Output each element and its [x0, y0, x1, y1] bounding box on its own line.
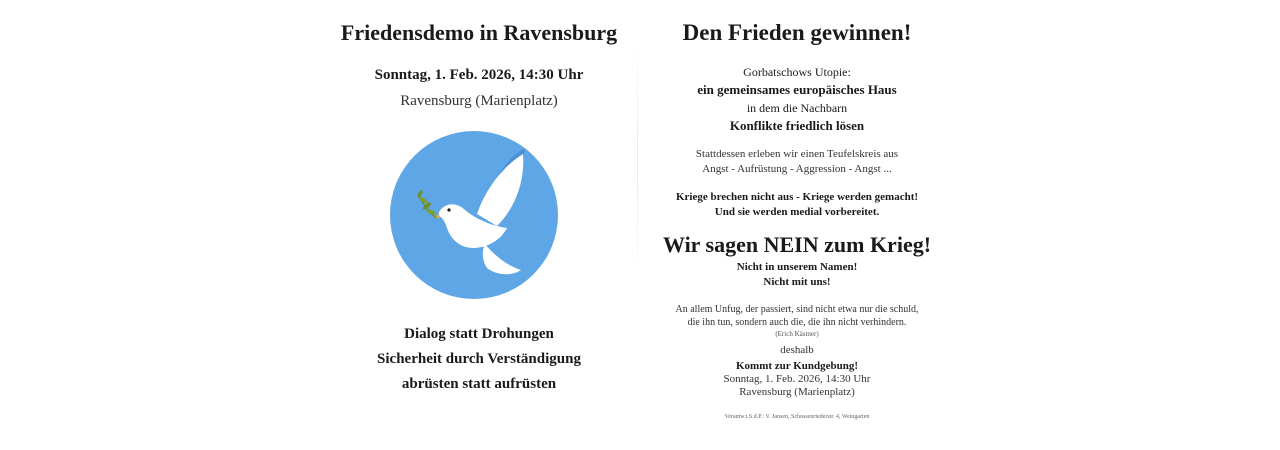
- slogan-item: abrüsten statt aufrüsten: [401, 376, 557, 392]
- flyer-right-page: [638, 0, 956, 450]
- right-title: Den Frieden gewinnen!: [682, 20, 912, 45]
- quote-line: die ihn tun, sondern auch die, die ihn nicht verhindern.: [687, 317, 907, 328]
- call-place: Ravensburg (Marienplatz): [739, 386, 855, 398]
- demo-title: Friedensdemo in Ravensburg: [340, 20, 618, 45]
- wars-block: [638, 190, 956, 220]
- quote-block: [638, 303, 956, 339]
- dove-with-olive-branch-icon: [389, 130, 559, 300]
- slogan-item: Sicherheit durch Verständigung: [377, 351, 581, 367]
- dove-eye: [447, 208, 450, 211]
- utopia-line: Gorbatschows Utopie:: [743, 65, 851, 79]
- slogan-list: [320, 322, 638, 397]
- wars-line: Kriege brechen nicht aus - Kriege werden gemacht!: [675, 191, 919, 203]
- cycle-line: Angst - Aufrüstung - Aggression - Angst ...: [702, 163, 892, 175]
- wars-line: Und sie werden medial vorbereitet.: [714, 206, 880, 218]
- call-block: [638, 360, 956, 399]
- quote-line: An allem Unfug, der passiert, sind nicht etwa nur die schuld,: [675, 304, 919, 315]
- not-in-name-line: Nicht mit uns!: [763, 276, 831, 288]
- flyer-left-page: [320, 0, 638, 450]
- utopia-line: Konflikte friedlich lösen: [729, 118, 865, 133]
- utopia-line: in dem die Nachbarn: [746, 101, 848, 115]
- utopia-block: [638, 63, 956, 135]
- call-headline: Kommt zur Kundgebung!: [735, 360, 859, 372]
- call-date: Sonntag, 1. Feb. 2026, 14:30 Uhr: [723, 373, 871, 385]
- slogan-item: Dialog statt Drohungen: [404, 326, 554, 342]
- cycle-line: Stattdessen erleben wir einen Teufelskreis aus: [695, 148, 899, 160]
- utopia-line: ein gemeinsames europäisches Haus: [697, 82, 897, 97]
- dove-illustration: [389, 130, 559, 300]
- not-in-name-line: Nicht in unserem Namen!: [736, 261, 858, 273]
- blue-circle: [390, 131, 558, 299]
- imprint-text: Verantw.i.S.d.P.: V. Jansen, Schussenriederstr. 4, Weingarten: [724, 414, 870, 420]
- nein-headline: Wir sagen NEIN zum Krieg!: [662, 232, 932, 257]
- cycle-block: [638, 147, 956, 177]
- not-in-name-block: [638, 260, 956, 290]
- deshalb-text: deshalb: [780, 344, 814, 356]
- quote-author: (Erich Kästner): [775, 330, 819, 338]
- demo-place: Ravensburg (Marienplatz): [400, 93, 558, 109]
- demo-date: Sonntag, 1. Feb. 2026, 14:30 Uhr: [374, 67, 584, 83]
